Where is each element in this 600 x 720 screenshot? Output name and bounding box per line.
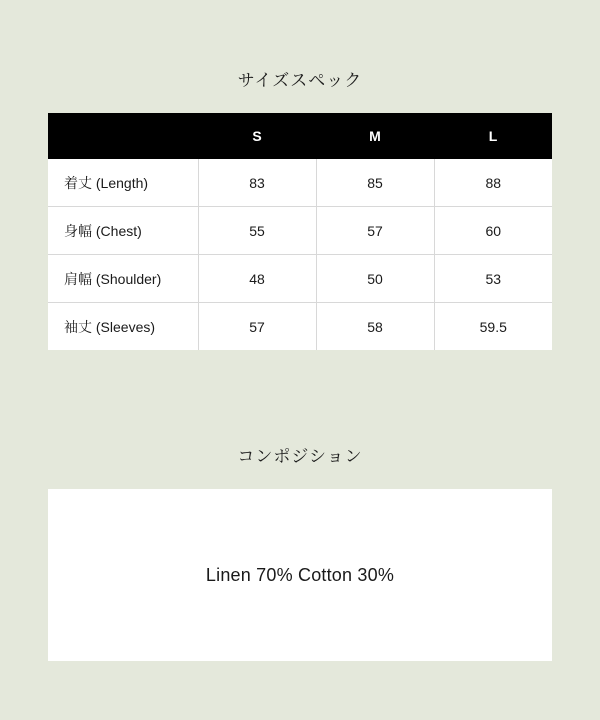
cell-sleeves-s: 57 <box>198 303 316 351</box>
table-head <box>48 113 552 159</box>
cell-shoulder-s: 48 <box>198 255 316 303</box>
table-header-s: S <box>198 113 316 159</box>
size-spec-table <box>48 113 552 350</box>
cell-length-s: 83 <box>198 159 316 207</box>
row-label-shoulder: 肩幅 (Shoulder) <box>48 255 198 303</box>
cell-chest-m: 57 <box>316 207 434 255</box>
row-label-sleeves: 袖丈 (Sleeves) <box>48 303 198 351</box>
size-spec-table-wrapper <box>48 113 552 350</box>
table-row <box>48 303 552 351</box>
cell-length-m: 85 <box>316 159 434 207</box>
row-label-length: 着丈 (Length) <box>48 159 198 207</box>
table-body <box>48 159 552 350</box>
cell-length-l: 88 <box>434 159 552 207</box>
cell-shoulder-l: 53 <box>434 255 552 303</box>
table-row <box>48 207 552 255</box>
table-row <box>48 159 552 207</box>
table-header-row <box>48 113 552 159</box>
cell-chest-s: 55 <box>198 207 316 255</box>
cell-sleeves-l: 59.5 <box>434 303 552 351</box>
cell-chest-l: 60 <box>434 207 552 255</box>
composition-text: Linen 70% Cotton 30% <box>205 564 395 585</box>
table-header-l: L <box>434 113 552 159</box>
size-spec-section <box>0 0 600 350</box>
composition-title: コンポジション <box>237 447 363 466</box>
size-spec-title: サイズスペック <box>237 71 363 90</box>
composition-box <box>48 489 552 661</box>
cell-shoulder-m: 50 <box>316 255 434 303</box>
table-header-m: M <box>316 113 434 159</box>
row-label-chest: 身幅 (Chest) <box>48 207 198 255</box>
composition-section <box>0 420 600 661</box>
cell-sleeves-m: 58 <box>316 303 434 351</box>
table-header-corner <box>48 113 198 159</box>
table-row <box>48 255 552 303</box>
